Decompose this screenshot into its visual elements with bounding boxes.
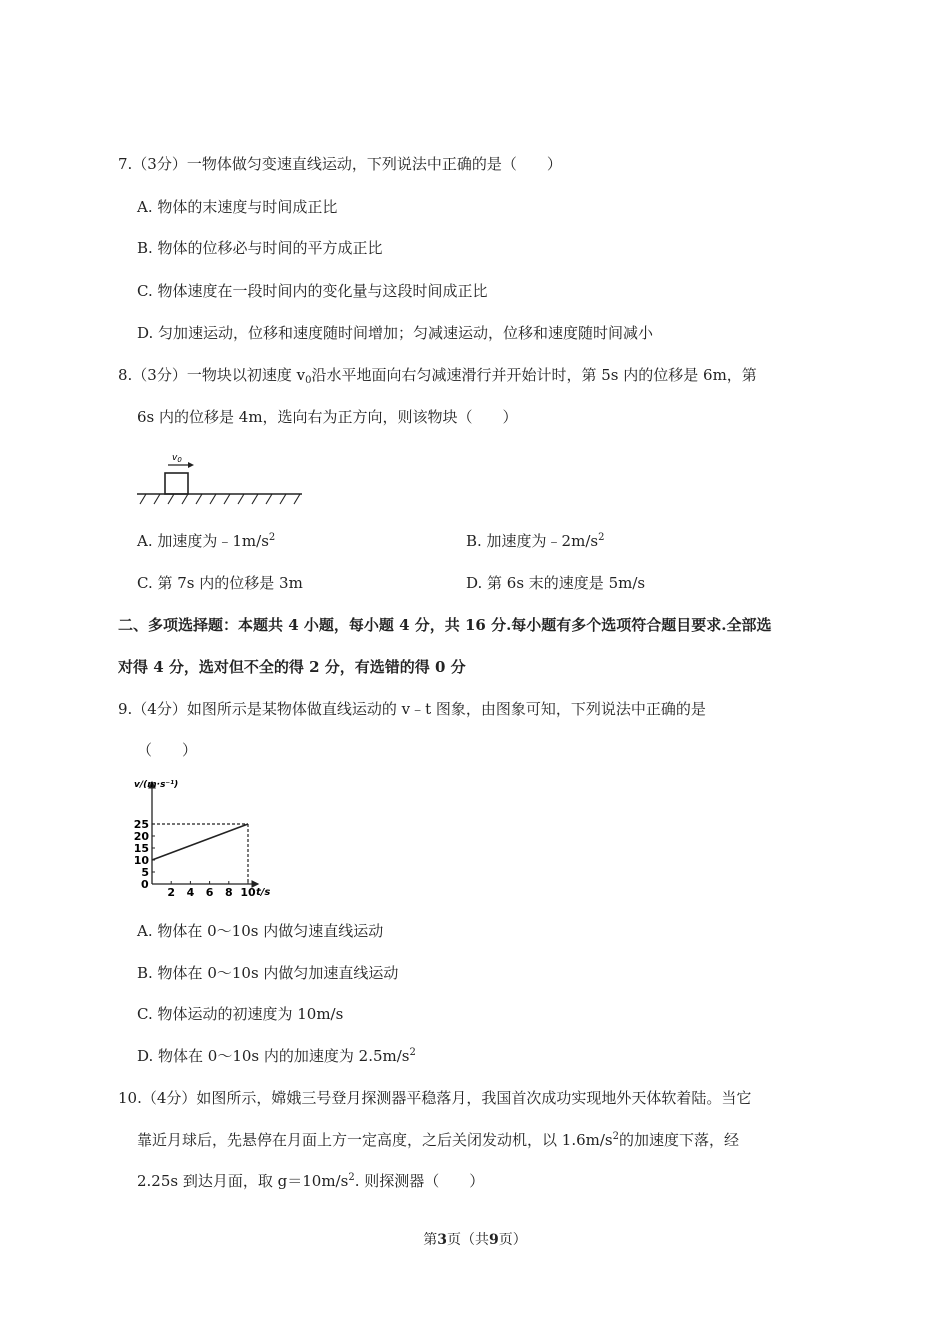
vt-graph <box>132 778 282 900</box>
y-tick-label: 15 <box>133 842 149 855</box>
q8-stem-line1: 8.（3分）一物块以初速度 $v_0$沿水平地面向右匀减速滑行并开始计时，第 5s 内的位移是 6m，第 <box>118 366 757 386</box>
block <box>165 473 188 494</box>
q10-stem-line1: 10.（4分）如图所示，嫦娥三号登月探测器平稳落月，我国首次成功实现地外天体软着陆。当它 <box>118 1089 752 1107</box>
q9-option-c: C. 物体运动的初速度为 10m/s <box>137 1005 344 1023</box>
y-axis-label: v/(m·s⁻¹) <box>134 780 179 790</box>
q7-option-b: B. 物体的位移必与时间的平方成正比 <box>137 239 383 257</box>
q9-option-b: B. 物体在 0～10s 内做匀加速直线运动 <box>137 964 399 982</box>
origin-label: 0 <box>141 878 149 891</box>
x-tick-label: 8 <box>224 886 233 899</box>
x-tick-label: 6 <box>205 886 214 899</box>
q10-stem-line2: 靠近月球后，先悬停在月面上方一定高度，之后关闭发动机，以 $1.6m/s^2$的加速度下落，经 <box>137 1131 739 1149</box>
q8-option-a: A. 加速度为$﹣1m/s^2$ <box>137 532 276 550</box>
q9-stem-line1: 9.（4分）如图所示是某物体做直线运动的 v﹣t 图象，由图象可知，下列说法中正确的是 <box>118 700 706 718</box>
q7-stem: 7.（3分）一物体做匀变速直线运动，下列说法中正确的是（ ） <box>118 155 562 173</box>
q9-stem-line2: （ ） <box>137 741 198 759</box>
ground-hatching <box>140 494 300 504</box>
page-footer: 第3页（共9页） <box>423 1232 527 1248</box>
x-tick-label: 4 <box>186 886 195 899</box>
q7-option-c: C. 物体速度在一段时间内的变化量与这段时间成正比 <box>137 282 488 300</box>
section2-heading-line1: 二、多项选择题：本题共 4 小题，每小题 4 分，共 16 分.每小题有多个选项符合题目要求.全部选 <box>118 616 772 634</box>
y-tick-label: 25 <box>133 818 149 831</box>
x-tick-label: 2 <box>167 886 176 899</box>
q8-option-b: B. 加速度为$﹣2m/s^2$ <box>466 532 605 550</box>
x-tick-label: 10 <box>240 886 256 899</box>
q8-option-d: D. 第 6s 末的速度是 5m/s <box>466 574 646 592</box>
y-tick-label: 5 <box>141 866 149 879</box>
q8-block-figure <box>132 448 307 508</box>
q8-option-c: C. 第 7s 内的位移是 3m <box>137 574 303 592</box>
velocity-line <box>152 824 248 860</box>
q10-stem-line3: 2.25s 到达月面，取 $g=10m/s^2$. 则探测器（ ） <box>137 1172 485 1190</box>
q7-option-a: A. 物体的末速度与时间成正比 <box>137 198 338 216</box>
x-axis-label: t/s <box>256 887 271 898</box>
q8-figure-label: $v_0$ <box>172 453 182 464</box>
y-tick-label: 20 <box>133 830 149 843</box>
section2-heading-line2: 对得 4 分，选对但不全的得 2 分，有选错的得 0 分 <box>118 658 466 676</box>
y-tick-label: 10 <box>133 854 149 867</box>
q7-option-d: D. 匀加速运动，位移和速度随时间增加；匀减速运动，位移和速度随时间减小 <box>137 324 654 342</box>
q9-option-d: D. 物体在 0～10s 内的加速度为 $2.5m/s^2$ <box>137 1047 416 1065</box>
q9-option-a: A. 物体在 0～10s 内做匀速直线运动 <box>137 922 384 940</box>
q8-stem-line2: 6s 内的位移是 4m，选向右为正方向，则该物块（ ） <box>137 408 518 426</box>
arrow-head-icon <box>188 462 194 468</box>
